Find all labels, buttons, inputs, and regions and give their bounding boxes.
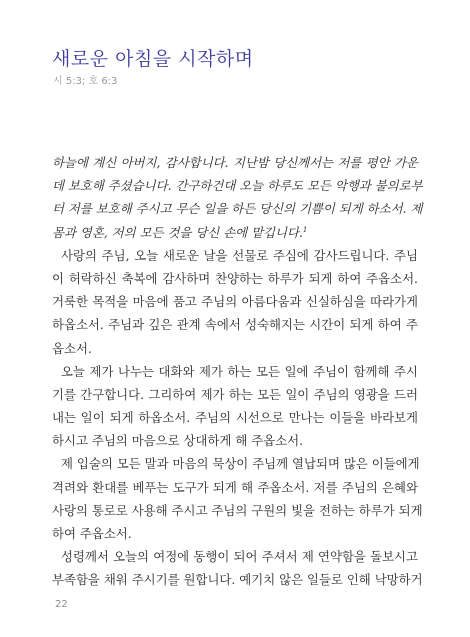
paragraph-line: 오늘 제가 나누는 대화와 제가 하는 모든 일에 주님이 함께해 주시	[61, 363, 418, 379]
prayer-line: 하늘에 계신 아버지, 감사합니다. 지난밤 당신께서는 저를 평안 가운	[52, 155, 418, 170]
prayer-line: 데 보호해 주셨습니다. 간구하건대 오늘 하루도 모든 악행과 불의로부	[52, 178, 423, 194]
chapter-title: 새로운 아침을 시작하며	[52, 48, 254, 70]
paragraph-line: 하옵소서. 주님과 깊은 관계 속에서 성숙해지는 시간이 되게 하여 주	[52, 317, 418, 333]
opening-prayer	[52, 151, 423, 244]
prayer-line-text: 몸과 영혼, 저의 모든 것을 당신 손에 맡깁니다.	[52, 224, 303, 240]
paragraph-line: 이 허락하신 축복에 감사하며 찬양하는 하루가 되게 하여 주옵소서.	[52, 270, 418, 286]
paragraph-line: 내는 일이 되게 하옵소서. 주님의 시선으로 만나는 이들을 바라보게	[52, 410, 418, 426]
paragraph-line: 옵소서.	[52, 340, 92, 356]
paragraph-line: 기를 간구합니다. 그리하여 제가 하는 모든 일이 주님의 영광을 드러	[52, 386, 418, 402]
paragraph-1	[52, 244, 418, 360]
paragraph-line: 하시고 주님의 마음으로 상대하게 해 주옵소서.	[52, 433, 304, 449]
paragraph-3	[52, 452, 423, 545]
footnote-marker: 1	[302, 225, 308, 234]
page-number: 22	[55, 599, 68, 610]
paragraph-2	[52, 360, 418, 453]
paragraph-line: 격려와 환대를 베푸는 도구가 되게 해 주옵소서. 저를 주님의 은혜와	[52, 479, 418, 495]
paragraph-line: 하여 주옵소서.	[52, 526, 132, 541]
paragraph-line: 사랑의 통로로 사용해 주시고 주님의 구원의 빛을 전하는 하루가 되게	[52, 502, 423, 518]
scripture-reference: 시 5:3; 호 6:3	[53, 76, 118, 87]
paragraph-line: 사랑의 주님, 오늘 새로운 날을 선물로 주심에 감사드립니다. 주님	[61, 247, 418, 263]
paragraph-line: 제 입술의 모든 말과 마음의 묵상이 주님께 열납되며 많은 이들에게	[61, 456, 420, 472]
paragraph-4	[52, 545, 423, 591]
prayer-line: 터 저를 보호해 주시고 무슨 일을 하든 당신의 기쁨이 되게 하소서. 제	[52, 201, 423, 217]
prayer-line-last	[52, 221, 418, 244]
paragraph-line: 성령께서 오늘의 여정에 동행이 되어 주셔서 제 연약함을 돌보시고	[61, 549, 418, 565]
paragraph-line: 거룩한 목적을 마음에 품고 주님의 아름다움과 신실하심을 따라가게	[52, 294, 418, 310]
body-text	[52, 151, 423, 592]
paragraph-line: 부족함을 채워 주시기를 원합니다. 예기치 않은 일들로 인해 낙망하거	[52, 572, 423, 588]
